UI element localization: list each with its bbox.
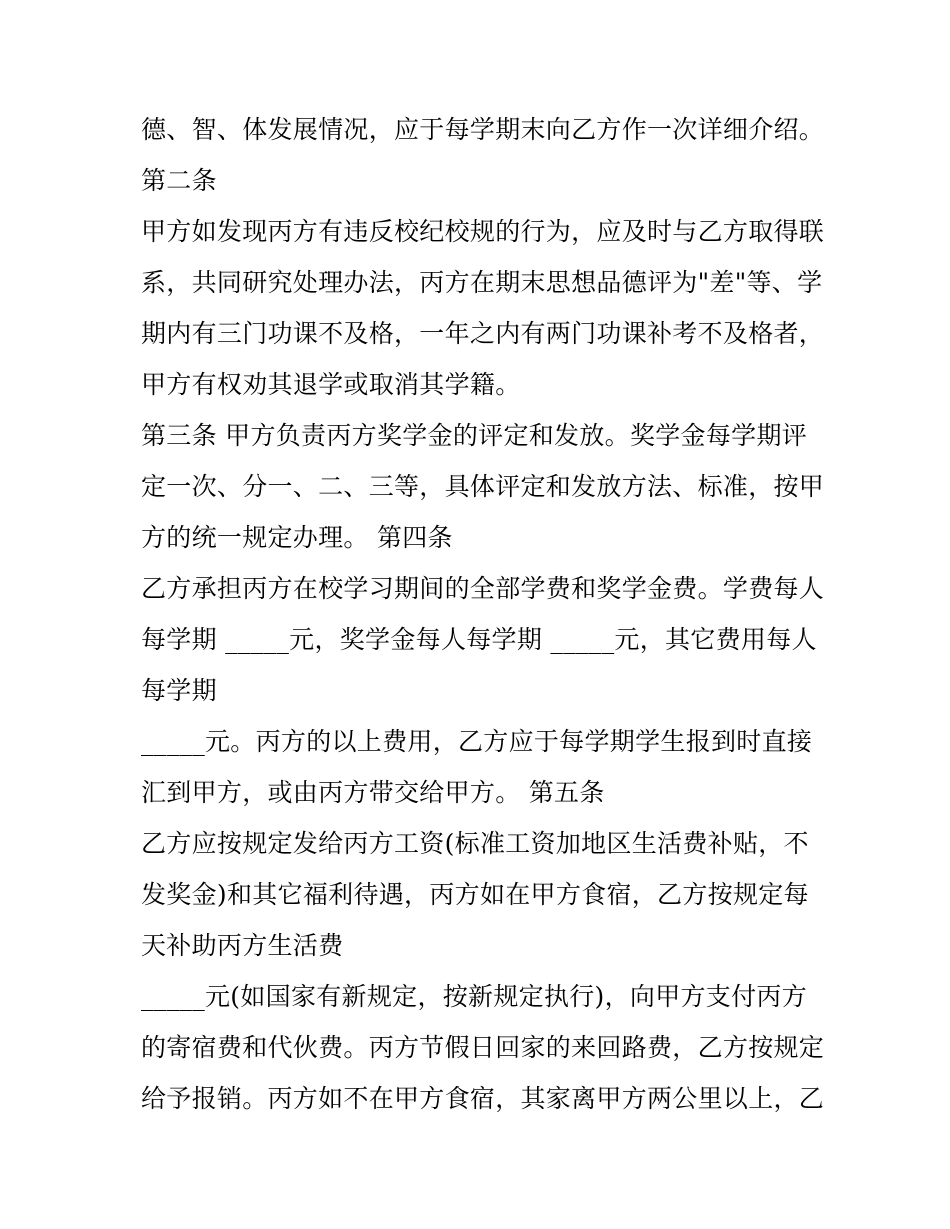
text-line: 甲方有权劝其退学或取消其学籍。 <box>141 370 521 399</box>
text-line: 每学期 _____元，奖学金每人每学期 _____元，其它费用每人 <box>141 625 817 654</box>
text-line: 系，共同研究处理办法，丙方在期末思想品德评为"差"等、学 <box>141 268 823 297</box>
text-line: _____元。丙方的以上费用，乙方应于每学期学生报到时直接 <box>141 727 813 756</box>
text-line: 的寄宿费和代伙费。丙方节假日回家的来回路费，乙方按规定 <box>141 1033 825 1062</box>
article-heading: 第二条 <box>141 166 217 195</box>
document-body <box>141 104 825 1124</box>
text-line: 定一次、分一、二、三等，具体评定和发放方法、标准，按甲 <box>141 472 825 501</box>
text-line: 乙方承担丙方在校学习期间的全部学费和奖学金费。学费每人 <box>141 574 825 603</box>
text-line: 第三条 甲方负责丙方奖学金的评定和发放。奖学金每学期评 <box>141 421 808 450</box>
text-line: 发奖金)和其它福利待遇，丙方如在甲方食宿，乙方按规定每 <box>141 880 809 909</box>
text-line: _____元(如国家有新规定，按新规定执行)，向甲方支付丙方 <box>141 982 808 1011</box>
text-line: 方的统一规定办理。 第四条 <box>141 523 453 552</box>
text-line: 甲方如发现丙方有违反校纪校规的行为，应及时与乙方取得联 <box>141 217 825 246</box>
text-line: 汇到甲方，或由丙方带交给甲方。 第五条 <box>141 778 605 807</box>
text-line: 德、智、体发展情况，应于每学期末向乙方作一次详细介绍。 <box>141 115 825 144</box>
text-line: 乙方应按规定发给丙方工资(标准工资加地区生活费补贴，不 <box>141 829 809 858</box>
text-line: 给予报销。丙方如不在甲方食宿，其家离甲方两公里以上，乙 <box>141 1084 825 1113</box>
text-line: 天补助丙方生活费 <box>141 931 344 960</box>
text-line: 每学期 <box>141 676 217 705</box>
text-line: 期内有三门功课不及格，一年之内有两门功课补考不及格者， <box>141 319 825 348</box>
